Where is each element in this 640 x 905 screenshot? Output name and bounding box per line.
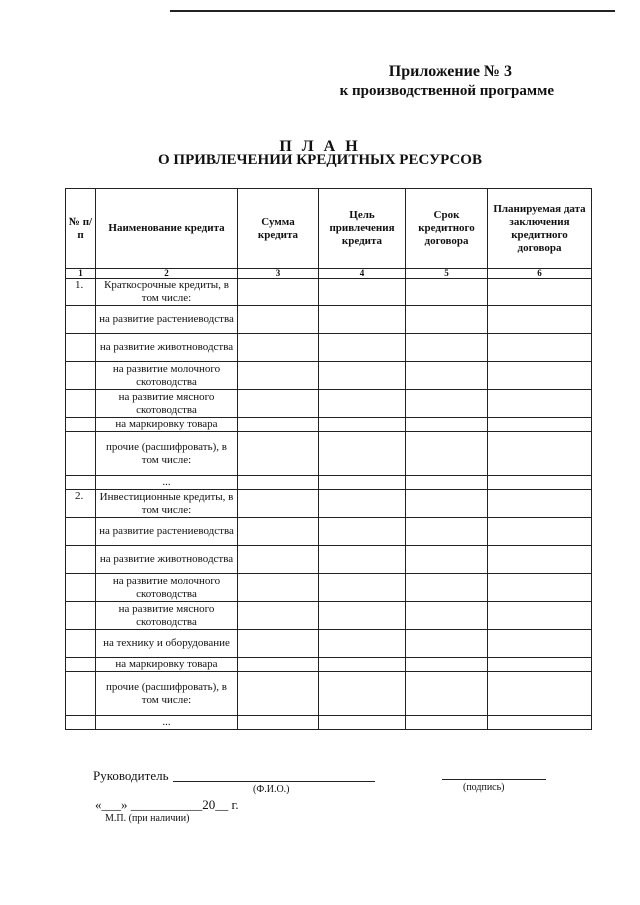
date-cell[interactable] — [488, 390, 592, 418]
term-cell[interactable] — [406, 418, 488, 432]
row-number: 2. — [66, 490, 96, 518]
date-cell[interactable] — [488, 574, 592, 602]
term-cell[interactable] — [406, 334, 488, 362]
row-number — [66, 390, 96, 418]
purpose-cell[interactable] — [319, 390, 406, 418]
amount-cell[interactable] — [238, 390, 319, 418]
amount-cell[interactable] — [238, 658, 319, 672]
term-cell[interactable] — [406, 279, 488, 306]
col-header-name: Наименование кредита — [96, 189, 238, 269]
row-name: ... — [96, 716, 238, 730]
row-number — [66, 602, 96, 630]
row-number — [66, 546, 96, 574]
top-border-line — [170, 10, 615, 12]
row-name: ... — [96, 476, 238, 490]
term-cell[interactable] — [406, 306, 488, 334]
col-number: 5 — [406, 269, 488, 279]
date-cell[interactable] — [488, 630, 592, 658]
col-header-term: Срок кредитного договора — [406, 189, 488, 269]
purpose-cell[interactable] — [319, 418, 406, 432]
table-row — [66, 490, 592, 518]
amount-cell[interactable] — [238, 306, 319, 334]
amount-cell[interactable] — [238, 672, 319, 716]
date-cell[interactable] — [488, 334, 592, 362]
term-cell[interactable] — [406, 362, 488, 390]
col-header-amount: Сумма кредита — [238, 189, 319, 269]
purpose-cell[interactable] — [319, 362, 406, 390]
col-header-date: Планируемая дата заключения кредитного договора — [488, 189, 592, 269]
col-number: 4 — [319, 269, 406, 279]
date-cell[interactable] — [488, 546, 592, 574]
amount-cell[interactable] — [238, 432, 319, 476]
row-name: на маркировку товара — [96, 418, 238, 432]
date-cell[interactable] — [488, 418, 592, 432]
amount-cell[interactable] — [238, 476, 319, 490]
row-name: прочие (расшифровать), в том числе: — [96, 672, 238, 716]
purpose-cell[interactable] — [319, 574, 406, 602]
purpose-cell[interactable] — [319, 546, 406, 574]
date-cell[interactable] — [488, 716, 592, 730]
purpose-cell[interactable] — [319, 306, 406, 334]
row-name: Краткосрочные кредиты, в том числе: — [96, 279, 238, 306]
term-cell[interactable] — [406, 716, 488, 730]
table-header-row — [66, 189, 592, 269]
date-cell[interactable] — [488, 279, 592, 306]
term-cell[interactable] — [406, 658, 488, 672]
date-cell[interactable] — [488, 518, 592, 546]
amount-cell[interactable] — [238, 630, 319, 658]
signature-label: (подпись) — [463, 782, 505, 793]
row-name: на развитие растениеводства — [96, 518, 238, 546]
col-header-purpose: Цель привлечения кредита — [319, 189, 406, 269]
row-number — [66, 630, 96, 658]
term-cell[interactable] — [406, 390, 488, 418]
date-cell[interactable] — [488, 362, 592, 390]
amount-cell[interactable] — [238, 490, 319, 518]
appendix-number: Приложение № 3 — [388, 63, 512, 80]
table-row — [66, 476, 592, 490]
term-cell[interactable] — [406, 630, 488, 658]
table-row — [66, 390, 592, 418]
table-row — [66, 658, 592, 672]
amount-cell[interactable] — [238, 602, 319, 630]
purpose-cell[interactable] — [319, 658, 406, 672]
term-cell[interactable] — [406, 602, 488, 630]
row-name: на развитие мясного скотоводства — [96, 602, 238, 630]
row-name: на развитие мясного скотоводства — [96, 390, 238, 418]
row-number — [66, 716, 96, 730]
row-number: 1. — [66, 279, 96, 306]
table-row — [66, 716, 592, 730]
table-row — [66, 518, 592, 546]
purpose-cell[interactable] — [319, 432, 406, 476]
head-label: Руководитель — [93, 768, 169, 783]
row-number — [66, 658, 96, 672]
row-name: на развитие молочного скотоводства — [96, 362, 238, 390]
term-cell[interactable] — [406, 518, 488, 546]
amount-cell[interactable] — [238, 362, 319, 390]
date-cell[interactable] — [488, 672, 592, 716]
row-name: на развитие животноводства — [96, 546, 238, 574]
table-row — [66, 306, 592, 334]
amount-cell[interactable] — [238, 518, 319, 546]
purpose-cell[interactable] — [319, 334, 406, 362]
row-name: прочие (расшифровать), в том числе: — [96, 432, 238, 476]
fio-line[interactable] — [173, 781, 375, 782]
term-cell[interactable] — [406, 432, 488, 476]
seal-label: М.П. (при наличии) — [105, 813, 190, 824]
row-number — [66, 418, 96, 432]
row-number — [66, 362, 96, 390]
date-field[interactable]: «___» ___________20__ г. — [95, 797, 239, 812]
table-row — [66, 574, 592, 602]
amount-cell[interactable] — [238, 574, 319, 602]
row-name: на технику и оборудование — [96, 630, 238, 658]
row-number — [66, 432, 96, 476]
row-number — [66, 476, 96, 490]
plan-title: П Л А Н — [279, 138, 361, 155]
date-cell[interactable] — [488, 602, 592, 630]
fio-label: (Ф.И.О.) — [253, 784, 290, 795]
date-cell[interactable] — [488, 658, 592, 672]
amount-cell[interactable] — [238, 546, 319, 574]
table-row — [66, 630, 592, 658]
term-cell[interactable] — [406, 546, 488, 574]
date-cell[interactable] — [488, 306, 592, 334]
purpose-cell[interactable] — [319, 602, 406, 630]
row-name: Инвестиционные кредиты, в том числе: — [96, 490, 238, 518]
plan-subtitle: О ПРИВЛЕЧЕНИИ КРЕДИТНЫХ РЕСУРСОВ — [158, 152, 482, 168]
appendix-subtitle: к производственной программе — [339, 83, 554, 99]
col-number: 6 — [488, 269, 592, 279]
purpose-cell[interactable] — [319, 518, 406, 546]
row-number — [66, 306, 96, 334]
term-cell[interactable] — [406, 476, 488, 490]
amount-cell[interactable] — [238, 716, 319, 730]
purpose-cell[interactable] — [319, 630, 406, 658]
purpose-cell[interactable] — [319, 716, 406, 730]
signature-line[interactable] — [442, 779, 546, 780]
credit-plan-table — [65, 188, 592, 730]
table-row — [66, 334, 592, 362]
term-cell[interactable] — [406, 490, 488, 518]
amount-cell[interactable] — [238, 418, 319, 432]
purpose-cell[interactable] — [319, 672, 406, 716]
amount-cell[interactable] — [238, 279, 319, 306]
row-name: на маркировку товара — [96, 658, 238, 672]
date-cell[interactable] — [488, 476, 592, 490]
date-cell[interactable] — [488, 490, 592, 518]
term-cell[interactable] — [406, 574, 488, 602]
col-number: 2 — [96, 269, 238, 279]
row-number — [66, 334, 96, 362]
amount-cell[interactable] — [238, 334, 319, 362]
purpose-cell[interactable] — [319, 476, 406, 490]
row-name: на развитие животноводства — [96, 334, 238, 362]
table-row — [66, 432, 592, 476]
table-row — [66, 546, 592, 574]
table-row — [66, 672, 592, 716]
col-header-num: № п/п — [66, 189, 96, 269]
table-row — [66, 602, 592, 630]
table-row — [66, 362, 592, 390]
row-number — [66, 672, 96, 716]
row-number — [66, 518, 96, 546]
col-number: 1 — [66, 269, 96, 279]
row-name: на развитие молочного скотоводства — [96, 574, 238, 602]
purpose-cell[interactable] — [319, 279, 406, 306]
term-cell[interactable] — [406, 672, 488, 716]
purpose-cell[interactable] — [319, 490, 406, 518]
date-cell[interactable] — [488, 432, 592, 476]
row-name: на развитие растениеводства — [96, 306, 238, 334]
table-row — [66, 418, 592, 432]
table-row — [66, 279, 592, 306]
col-number: 3 — [238, 269, 319, 279]
row-number — [66, 574, 96, 602]
column-number-row — [66, 269, 592, 279]
